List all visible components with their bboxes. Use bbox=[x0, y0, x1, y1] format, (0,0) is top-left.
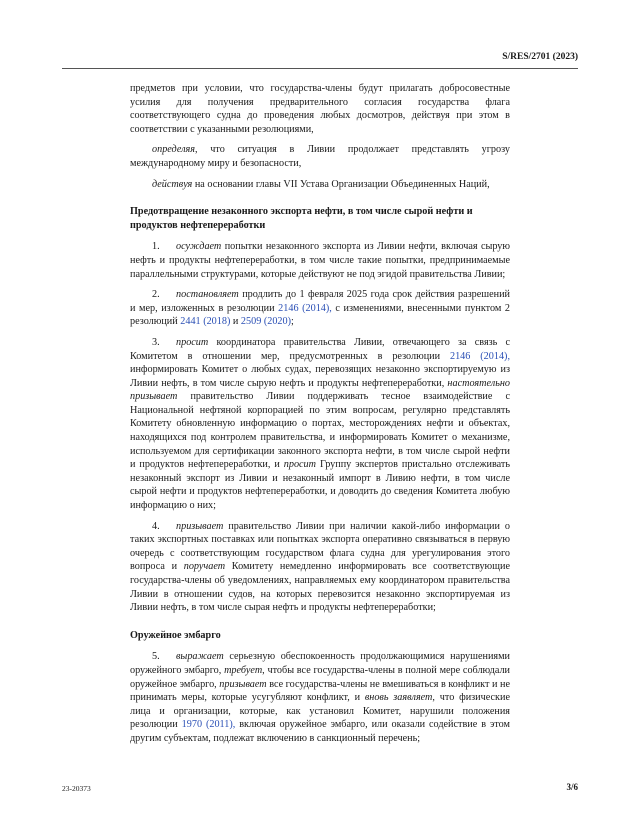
paragraph-number: 1. bbox=[152, 241, 160, 253]
operative-paragraph-5 bbox=[130, 650, 510, 745]
paragraph-text: , что физические лица и организации, которые, как установил Комитет, нарушили положения резолюции bbox=[130, 692, 510, 731]
operative-paragraph-1 bbox=[130, 240, 510, 281]
emphasis: постановляет bbox=[176, 289, 239, 301]
paragraph-text: Комитету немедленно информировать все соответствующие государства-члены об уведомлениях, направляемых ему координатором правительства Ливии в отношении судов, на которых перевозится незаконно экспортируемая из Ливии нефть, в том числе сырая нефть и продукты нефтепереработки; bbox=[130, 561, 510, 614]
paragraph-text: , чтобы все государства-члены в полной мере соблюдали оружейное эмбарго, bbox=[130, 664, 510, 690]
emphasis: поручает bbox=[183, 561, 226, 573]
document-symbol: S/RES/2701 (2023) bbox=[502, 52, 578, 62]
resolution-link-2441[interactable]: 2441 (2018) bbox=[180, 316, 231, 328]
emphasis: осуждает bbox=[176, 241, 222, 253]
paragraph-text: на основании главы VII Устава Организации Объединенных Наций, bbox=[192, 178, 490, 190]
emphasis: настоятельно призывает bbox=[130, 377, 510, 403]
emphasis: выражает bbox=[176, 651, 224, 663]
paragraph-text: с изменениями, внесенными пунктом 2 резолюций bbox=[130, 302, 510, 328]
paragraph-text: , что ситуация в Ливии продолжает представлять угрозу международному миру и безопасности, bbox=[130, 144, 510, 169]
paragraph-text: продлить до 1 февраля 2025 года срок действия разрешений и мер, изложенных в резолюции bbox=[130, 289, 510, 314]
emphasis: просит bbox=[176, 336, 209, 348]
paragraph-text: ; bbox=[291, 316, 294, 328]
resolution-link-2509[interactable]: 2509 (2020) bbox=[240, 316, 291, 328]
paragraph-number: 3. bbox=[152, 336, 160, 348]
operative-paragraph-3 bbox=[130, 336, 510, 513]
operative-paragraph-2 bbox=[130, 288, 510, 329]
resolution-link-2146[interactable]: 2146 (2014), bbox=[449, 350, 510, 362]
emphasis: призывает bbox=[219, 678, 267, 690]
paragraph-text: правительство Ливии при наличии какой-либо информации о таких экспортных поставках или попытках экспорта оперативно связываться в первую очередь с соответствующим государством флага судна для урегулирования этого вопроса и bbox=[130, 520, 510, 573]
emphasis: требует bbox=[224, 664, 263, 676]
emphasis: действуя bbox=[152, 178, 193, 190]
document-body bbox=[130, 82, 510, 753]
section-heading-arms-embargo: Оружейное эмбарго bbox=[130, 629, 221, 641]
document-number: 23-20373 bbox=[62, 784, 91, 793]
emphasis: просит bbox=[283, 459, 317, 471]
paragraph-text: и bbox=[230, 316, 241, 328]
paragraph-number: 5. bbox=[152, 651, 160, 663]
paragraph-text: попытки незаконного экспорта из Ливии нефти, включая сырую нефть и продукты нефтепереработки, в том числе такие попытки, предпринимаемые параллельными структурами, которые действуют не под эгидой правительства Ливии; bbox=[130, 241, 510, 280]
paragraph-number: 2. bbox=[152, 289, 160, 301]
paragraph-number: 4. bbox=[152, 520, 160, 532]
intro-paragraph-3 bbox=[130, 178, 510, 192]
paragraph-text: все государства-члены не вмешиваться в конфликт и не принимать меры, которые усугубляют конфликт, и bbox=[130, 678, 510, 704]
paragraph-text: серьезную обеспокоенность продолжающимися нарушениями оружейного эмбарго, bbox=[130, 651, 510, 676]
emphasis: призывает bbox=[176, 520, 224, 532]
resolution-link-1970[interactable]: 1970 (2011), bbox=[181, 719, 236, 731]
paragraph-text: информировать Комитет о любых судах, перевозящих незаконно экспортируемую из Ливии нефть, в том числе сырую нефть и продукты нефтепереработки, bbox=[130, 364, 510, 389]
paragraph-text: включая оружейное эмбарго, или оказали содействие в этом другим субъектам, подлежат включению в санкционный перечень; bbox=[130, 719, 510, 744]
operative-paragraph-4 bbox=[130, 520, 510, 615]
paragraph-text: Группу экспертов пристально отслеживать незаконный экспорт из Ливии и незаконный импорт в Ливию нефти, в том числе сырой нефти и продуктов нефтепереработки, и доводить до сведения Комитета любую информацию о них; bbox=[130, 459, 510, 512]
paragraph-text: координатора правительства Ливии, отвечающего за связь с Комитетом в отношении мер, предусмотренных в резолюции bbox=[130, 336, 510, 362]
paragraph-text: правительство Ливии поддерживать тесное взаимодействие с Национальной нефтяной корпорацией по этим вопросам, регулярно представлять Комитету обновленную информацию о портах, месторождениях нефти и объектах, находящихся под контролем правительства, и информировать Комитет о механизме, используемом для сертификации законного экспорта нефти, в том числе сырой нефти и продуктов нефтепереработки, и bbox=[130, 391, 510, 471]
resolution-link-2146[interactable]: 2146 (2014), bbox=[278, 302, 332, 314]
intro-paragraph-1: предметов при условии, что государства-члены будут прилагать добросовестные усилия для получения предварительного согласия государства флага соответствующего судна до проведения любых досмотров, действуя при этом в соответствии с указанными резолюциями, bbox=[130, 83, 510, 135]
header-rule bbox=[62, 68, 578, 69]
emphasis: вновь заявляет bbox=[364, 692, 433, 704]
emphasis: определяя bbox=[152, 144, 196, 156]
intro-paragraph-2 bbox=[130, 143, 510, 170]
section-heading-oil-export: Предотвращение незаконного экспорта нефти, в том числе сырой нефти и продуктов нефтепереработки bbox=[130, 206, 473, 231]
page-number: 3/6 bbox=[566, 782, 578, 792]
